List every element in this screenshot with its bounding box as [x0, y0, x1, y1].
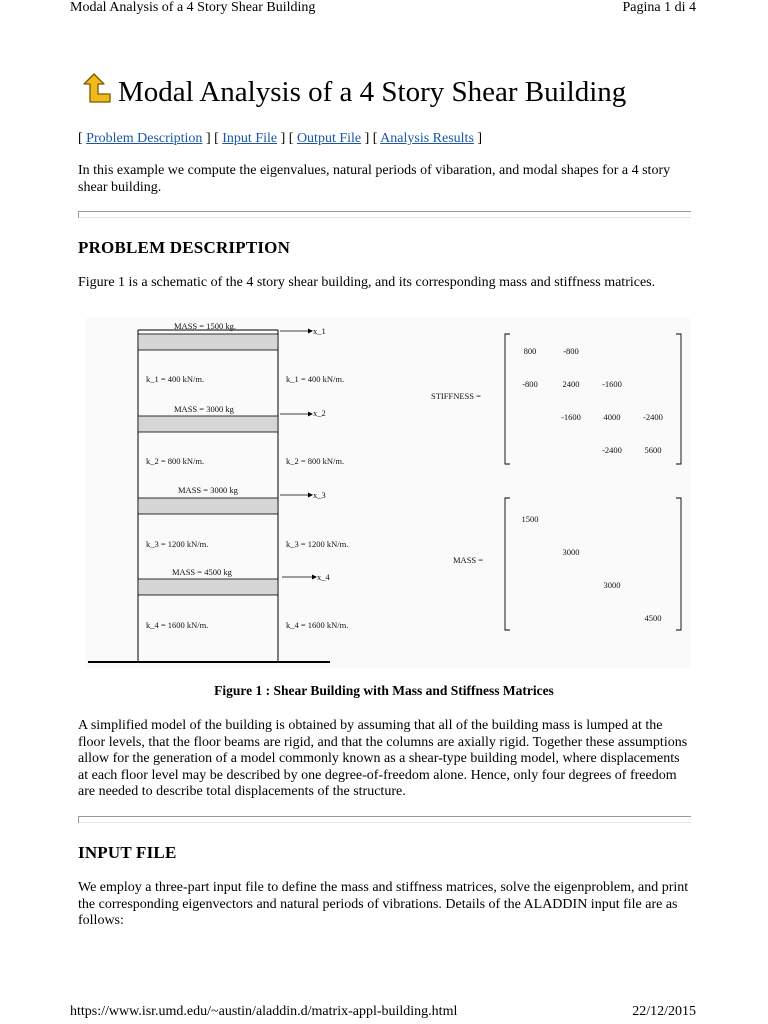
- floor-slab-1: [138, 334, 278, 350]
- nav-link-problem-description[interactable]: Problem Description: [86, 131, 203, 146]
- k-right-1: k_1 = 400 kN/m.: [286, 374, 345, 384]
- stiffness-cell-1-2: -1600: [602, 379, 622, 389]
- footer-date: 22/12/2015: [632, 1004, 696, 1019]
- k-right-4: k_4 = 1600 kN/m.: [286, 620, 349, 630]
- stiffness-cell-3-3: 5600: [644, 445, 662, 455]
- mass-cell-3-3: 4500: [644, 613, 662, 623]
- nav-link-output-file[interactable]: Output File: [296, 131, 362, 146]
- dof-label-1: x_1: [313, 326, 326, 336]
- mass-label-2: MASS = 3000 kg: [174, 404, 234, 414]
- mass-cell-1-1: 3000: [562, 547, 580, 557]
- dof-label-2: x_2: [313, 408, 326, 418]
- stiffness-cell-2-1: -1600: [561, 412, 581, 422]
- floor-slab-3: [138, 498, 278, 514]
- mass-cell-2-2: 3000: [603, 580, 621, 590]
- problem-paragraph-1: Figure 1 is a schematic of the 4 story shear building, and its corresponding mass and stiffness matrices.: [78, 275, 656, 290]
- up-arrow-icon[interactable]: [78, 72, 112, 106]
- figure-caption: Figure 1 : Shear Building with Mass and Stiffness Matrices: [214, 683, 554, 698]
- header-page-number: Pagina 1 di 4: [622, 0, 696, 15]
- stiffness-matrix-label: STIFFNESS =: [431, 391, 481, 401]
- nav-link-input-file[interactable]: Input File: [222, 131, 278, 146]
- k-left-3: k_3 = 1200 kN/m.: [146, 539, 209, 549]
- footer-url: https://www.isr.umd.edu/~austin/aladdin.d/matrix-appl-building.html: [70, 1004, 458, 1019]
- input-file-heading: INPUT FILE: [78, 843, 177, 862]
- stiffness-cell-1-1: 2400: [562, 379, 580, 389]
- floor-slab-2: [138, 416, 278, 432]
- stiffness-cell-2-3: -2400: [643, 412, 663, 422]
- figure-shear-building: [86, 318, 690, 668]
- mass-label-3: MASS = 3000 kg: [178, 485, 238, 495]
- mass-matrix-label: MASS =: [453, 555, 484, 565]
- dof-label-3: x_3: [313, 490, 326, 500]
- print-header: [0, 0, 768, 20]
- k-left-4: k_4 = 1600 kN/m.: [146, 620, 209, 630]
- floor-slab-4: [138, 579, 278, 595]
- mass-label-4: MASS = 4500 kg: [172, 567, 232, 577]
- intro-paragraph: In this example we compute the eigenvalues, natural periods of vibaration, and modal shapes for a 4 story shear building.: [78, 163, 671, 195]
- mass-cell-0-0: 1500: [521, 514, 539, 524]
- stiffness-cell-0-0: 800: [523, 346, 537, 356]
- stiffness-cell-3-2: -2400: [602, 445, 622, 455]
- k-right-2: k_2 = 800 kN/m.: [286, 456, 345, 466]
- k-left-1: k_1 = 400 kN/m.: [146, 374, 205, 384]
- divider: [78, 816, 691, 823]
- nav-link-analysis-results[interactable]: Analysis Results: [380, 131, 474, 146]
- page-title: Modal Analysis of a 4 Story Shear Building: [118, 76, 627, 108]
- problem-paragraph-2: A simplified model of the building is obtained by assuming that all of the building mass is lumped at the floor levels, that the floor beams are rigid, and that the columns are axially rigid. Together these assumptions allow for the generation of a model commonly known as a shear-type building model, where displacements at each floor level may be described by one degree-of-freedom alone. Hence, only four degrees of freedom are needed to describe total displacements of the structure.: [78, 718, 688, 800]
- figure-svg: [86, 318, 690, 668]
- stiffness-cell-1-0: -800: [522, 379, 538, 389]
- divider: [78, 211, 691, 218]
- problem-description-heading: PROBLEM DESCRIPTION: [78, 238, 291, 257]
- stiffness-cell-2-2: 4000: [603, 412, 621, 422]
- stiffness-cell-0-1: -800: [563, 346, 579, 356]
- section-nav: [ Problem Description ] [ Input File ] [ Output File ] [ Analysis Results ]: [78, 131, 483, 146]
- dof-label-4: x_4: [317, 572, 330, 582]
- input-paragraph-1: We employ a three-part input file to define the mass and stiffness matrices, solve the eigenproblem, and print the corresponding eigenvectors and natural periods of vibrations. Details of the ALADDIN input file are as follows:: [78, 880, 689, 929]
- k-right-3: k_3 = 1200 kN/m.: [286, 539, 349, 549]
- header-doc-title: Modal Analysis of a 4 Story Shear Building: [70, 0, 316, 15]
- mass-label-1: MASS = 1500 kg.: [174, 321, 236, 331]
- k-left-2: k_2 = 800 kN/m.: [146, 456, 205, 466]
- print-footer: [0, 1004, 768, 1024]
